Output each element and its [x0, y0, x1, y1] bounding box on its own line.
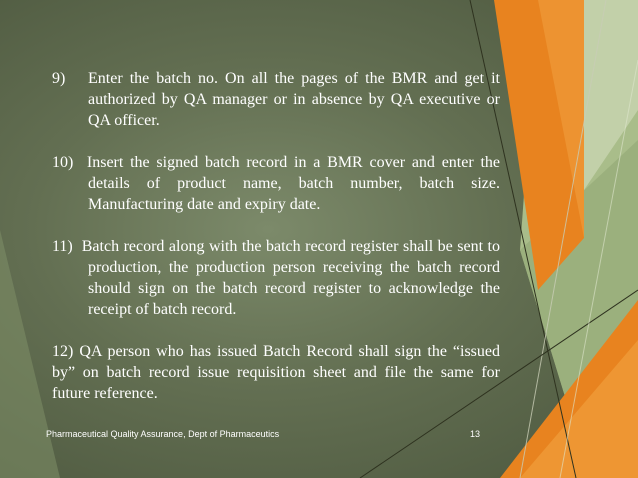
list-item-number: 11) [52, 238, 73, 255]
page-number: 13 [469, 429, 480, 439]
footer-text: Pharmaceutical Quality Assurance, Dept of Pharmaceutics [46, 429, 280, 439]
left-diagonal-panel [0, 230, 60, 478]
list-item-text: Enter the batch no. On all the pages of the BMR and get it authorized by QA manager or in absence by QA executive or QA officer. [88, 70, 500, 129]
list-item-9 [52, 68, 500, 131]
list-item-text: Insert the signed batch record in a BMR cover and enter the details of product name, batch number, batch size. Manufacturing date and expiry date. [86, 154, 501, 213]
list-item-text: Batch record along with the batch record register shall be sent to production, the production person receiving the batch record should sign on the batch record register to acknowledge the receipt of batch record. [81, 238, 501, 318]
list-item-number: 10) [52, 154, 74, 171]
list-item-text: QA person who has issued Batch Record shall sign the “issued by” on batch record issue requisition sheet and file the same for future reference. [52, 343, 501, 402]
slide-body [52, 68, 500, 425]
slide-footer [46, 429, 480, 439]
list-item-11 [52, 236, 500, 320]
list-item-number: 9) [52, 70, 66, 87]
list-item-12 [52, 341, 500, 404]
list-item-10 [52, 152, 500, 215]
list-item-number: 12) [52, 343, 74, 360]
